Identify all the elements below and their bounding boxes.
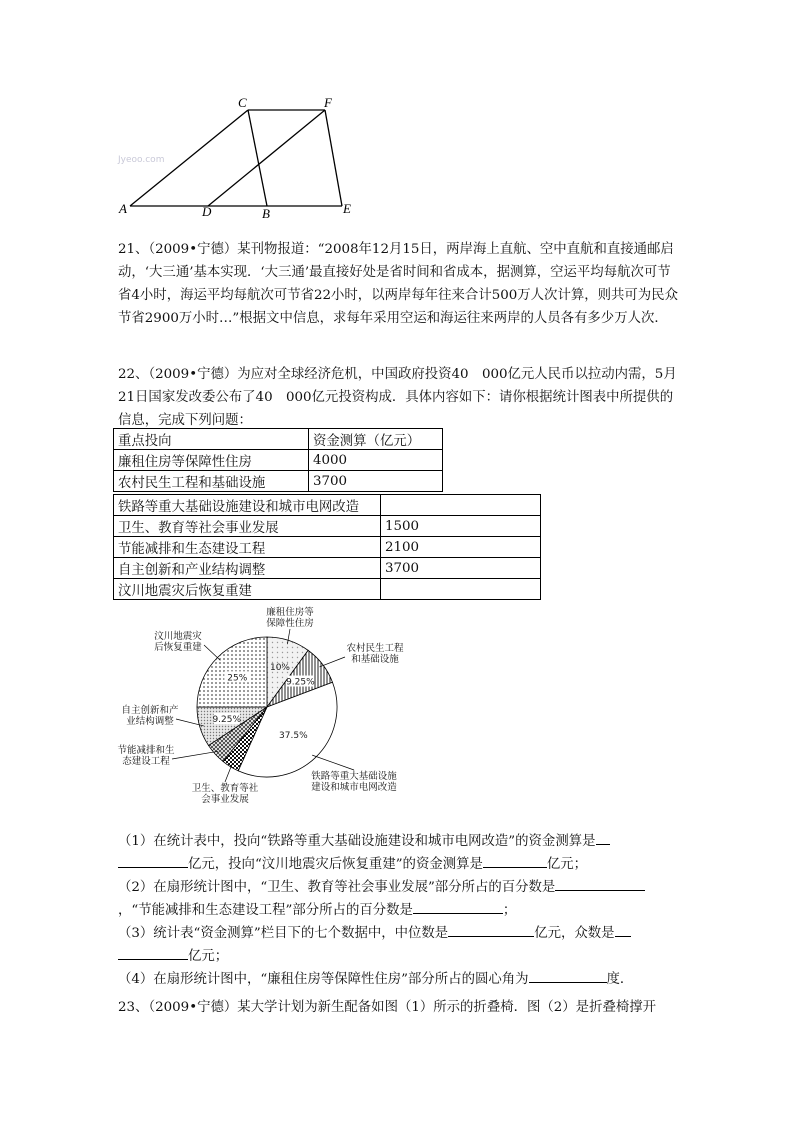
answer-blank[interactable] <box>483 853 547 868</box>
point-label-c: C <box>238 95 247 110</box>
table-row <box>114 516 541 537</box>
answer-blank[interactable] <box>448 922 534 937</box>
table-cell-label: 铁路等重大基础设施建设和城市电网改造 <box>114 495 381 516</box>
segment-df <box>208 110 325 206</box>
parallelogram-figure <box>110 92 370 222</box>
table-row <box>114 579 541 600</box>
question-23: 23、（2009•宁德）某大学计划为新生配备如图（1）所示的折叠椅．图（2）是折叠椅撑开 <box>118 1000 657 1015</box>
question-22-subquestions <box>118 830 684 991</box>
investment-table-top <box>113 428 443 492</box>
subquestion-1: （1）在统计表中，投向“铁路等重大基础设施建设和城市电网改造”的资金测算是 <box>118 830 684 853</box>
table-cell-value: 4000 <box>309 450 443 471</box>
subquestion-1-cont: 亿元，投向“汶川地震灾后恢复重建”的资金测算是 亿元； <box>118 853 684 876</box>
table-row <box>114 537 541 558</box>
pie-category-label: 卫生、教育等社 <box>191 783 259 794</box>
pie-value-label: 9.25% <box>212 715 242 726</box>
investment-table-bottom <box>113 494 541 600</box>
pie-leader-line <box>172 751 218 759</box>
answer-blank[interactable] <box>118 853 188 868</box>
table-cell-label: 农村民生工程和基础设施 <box>114 471 309 492</box>
segment-fe <box>325 110 342 206</box>
table-cell-label: 卫生、教育等社会事业发展 <box>114 516 381 537</box>
question-22-intro: 22、（2009•宁德）为应对全球经济危机，中国政府投资40 000亿元人民币以拉动内需，5月21日国家发改委公布了40 000亿元投资构成．具体内容如下：请你根据统计图表中所提供的信息，完成下列问题： <box>118 367 677 428</box>
pie-category-label: 汶川地震灾 <box>154 631 202 642</box>
table-cell-label: 节能减排和生态建设工程 <box>114 537 381 558</box>
point-label-d: D <box>202 204 212 219</box>
pie-value-label: 25% <box>227 673 248 684</box>
subquestion-3: （3）统计表“资金测算”栏目下的七个数据中，中位数是 亿元，众数是 <box>118 922 684 945</box>
pie-category-label: 节能减排和生 <box>117 745 175 756</box>
answer-blank[interactable] <box>529 968 607 983</box>
answer-blank[interactable] <box>118 945 188 960</box>
point-label-a: A <box>119 201 127 216</box>
table-cell-value: 3700 <box>309 471 443 492</box>
point-label-f: F <box>324 95 332 110</box>
table-cell-value <box>381 579 541 600</box>
pie-leader-line <box>312 755 354 770</box>
subquestion-2-cont: ，“节能减排和生态建设工程”部分所占的百分数是 ； <box>118 899 684 922</box>
table-cell-value: 3700 <box>381 558 541 579</box>
pie-leader-line <box>204 645 220 660</box>
point-label-e: E <box>343 201 351 216</box>
table-cell-label: 自主创新和产业结构调整 <box>114 558 381 579</box>
header-cell-direction: 重点投向 <box>114 429 309 450</box>
table-header-row <box>114 429 443 450</box>
pie-value-label: 37.5% <box>279 731 308 742</box>
table-row <box>114 558 541 579</box>
pie-value-label: 10% <box>269 663 290 674</box>
point-label-b: B <box>262 206 270 221</box>
segment-cb <box>248 110 267 206</box>
header-cell-amount: 资金测算（亿元） <box>309 429 443 450</box>
pie-category-label: 会事业发展 <box>201 794 249 805</box>
table-cell-value: 1500 <box>381 516 541 537</box>
pie-value-label: 9.25% <box>286 677 315 688</box>
pie-category-label: 保障性住房 <box>266 618 314 629</box>
answer-blank[interactable] <box>596 830 610 845</box>
answer-blank[interactable] <box>413 899 503 914</box>
table-row <box>114 471 443 492</box>
subquestion-2: （2）在扇形统计图中，“卫生、教育等社会事业发展”部分所占的百分数是 <box>118 876 684 899</box>
pie-category-label: 和基础设施 <box>351 654 399 665</box>
pie-category-label: 农村民生工程 <box>346 643 404 654</box>
pie-leader-line <box>319 657 345 667</box>
table-cell-value: 2100 <box>381 537 541 558</box>
pie-category-label: 自主创新和产 <box>121 705 179 716</box>
answer-blank[interactable] <box>555 876 645 891</box>
pie-category-label: 廉租住房等 <box>266 607 314 618</box>
pie-category-label: 态建设工程 <box>122 756 170 767</box>
pie-category-label: 建设和城市电网改造 <box>311 782 397 793</box>
investment-pie-chart <box>110 605 420 810</box>
table-cell-value <box>381 495 541 516</box>
watermark: Jyeoo.com <box>118 155 165 165</box>
subquestion-4: （4）在扇形统计图中，“廉租住房等保障性住房”部分所占的圆心角为 度． <box>118 968 684 991</box>
table-row <box>114 495 541 516</box>
pie-category-label: 铁路等重大基础设施 <box>311 771 397 782</box>
table-cell-label: 廉租住房等保障性住房 <box>114 450 309 471</box>
pie-category-label: 业结构调整 <box>126 716 174 727</box>
question-21: 21、（2009•宁德）某刊物报道：“2008年12月15日，两岸海上直航、空中直航和直接通邮启动，‘大三通’基本实现．‘大三通’最直接好处是省时间和省成本，据测算，空运平均每航次可节省4小时，海运平均每航次可节省22小时，以两岸每年往来合计500万人次计算，则共可为民众节省2900万小时…”根据文中信息，求每年采用空运和海运往来两岸的人员各有多少万人次． <box>118 242 678 326</box>
table-row <box>114 450 443 471</box>
pie-category-label: 后恢复重建 <box>154 642 202 653</box>
table-cell-label: 汶川地震灾后恢复重建 <box>114 579 381 600</box>
subquestion-3-cont: 亿元； <box>118 945 684 968</box>
answer-blank[interactable] <box>615 922 631 937</box>
